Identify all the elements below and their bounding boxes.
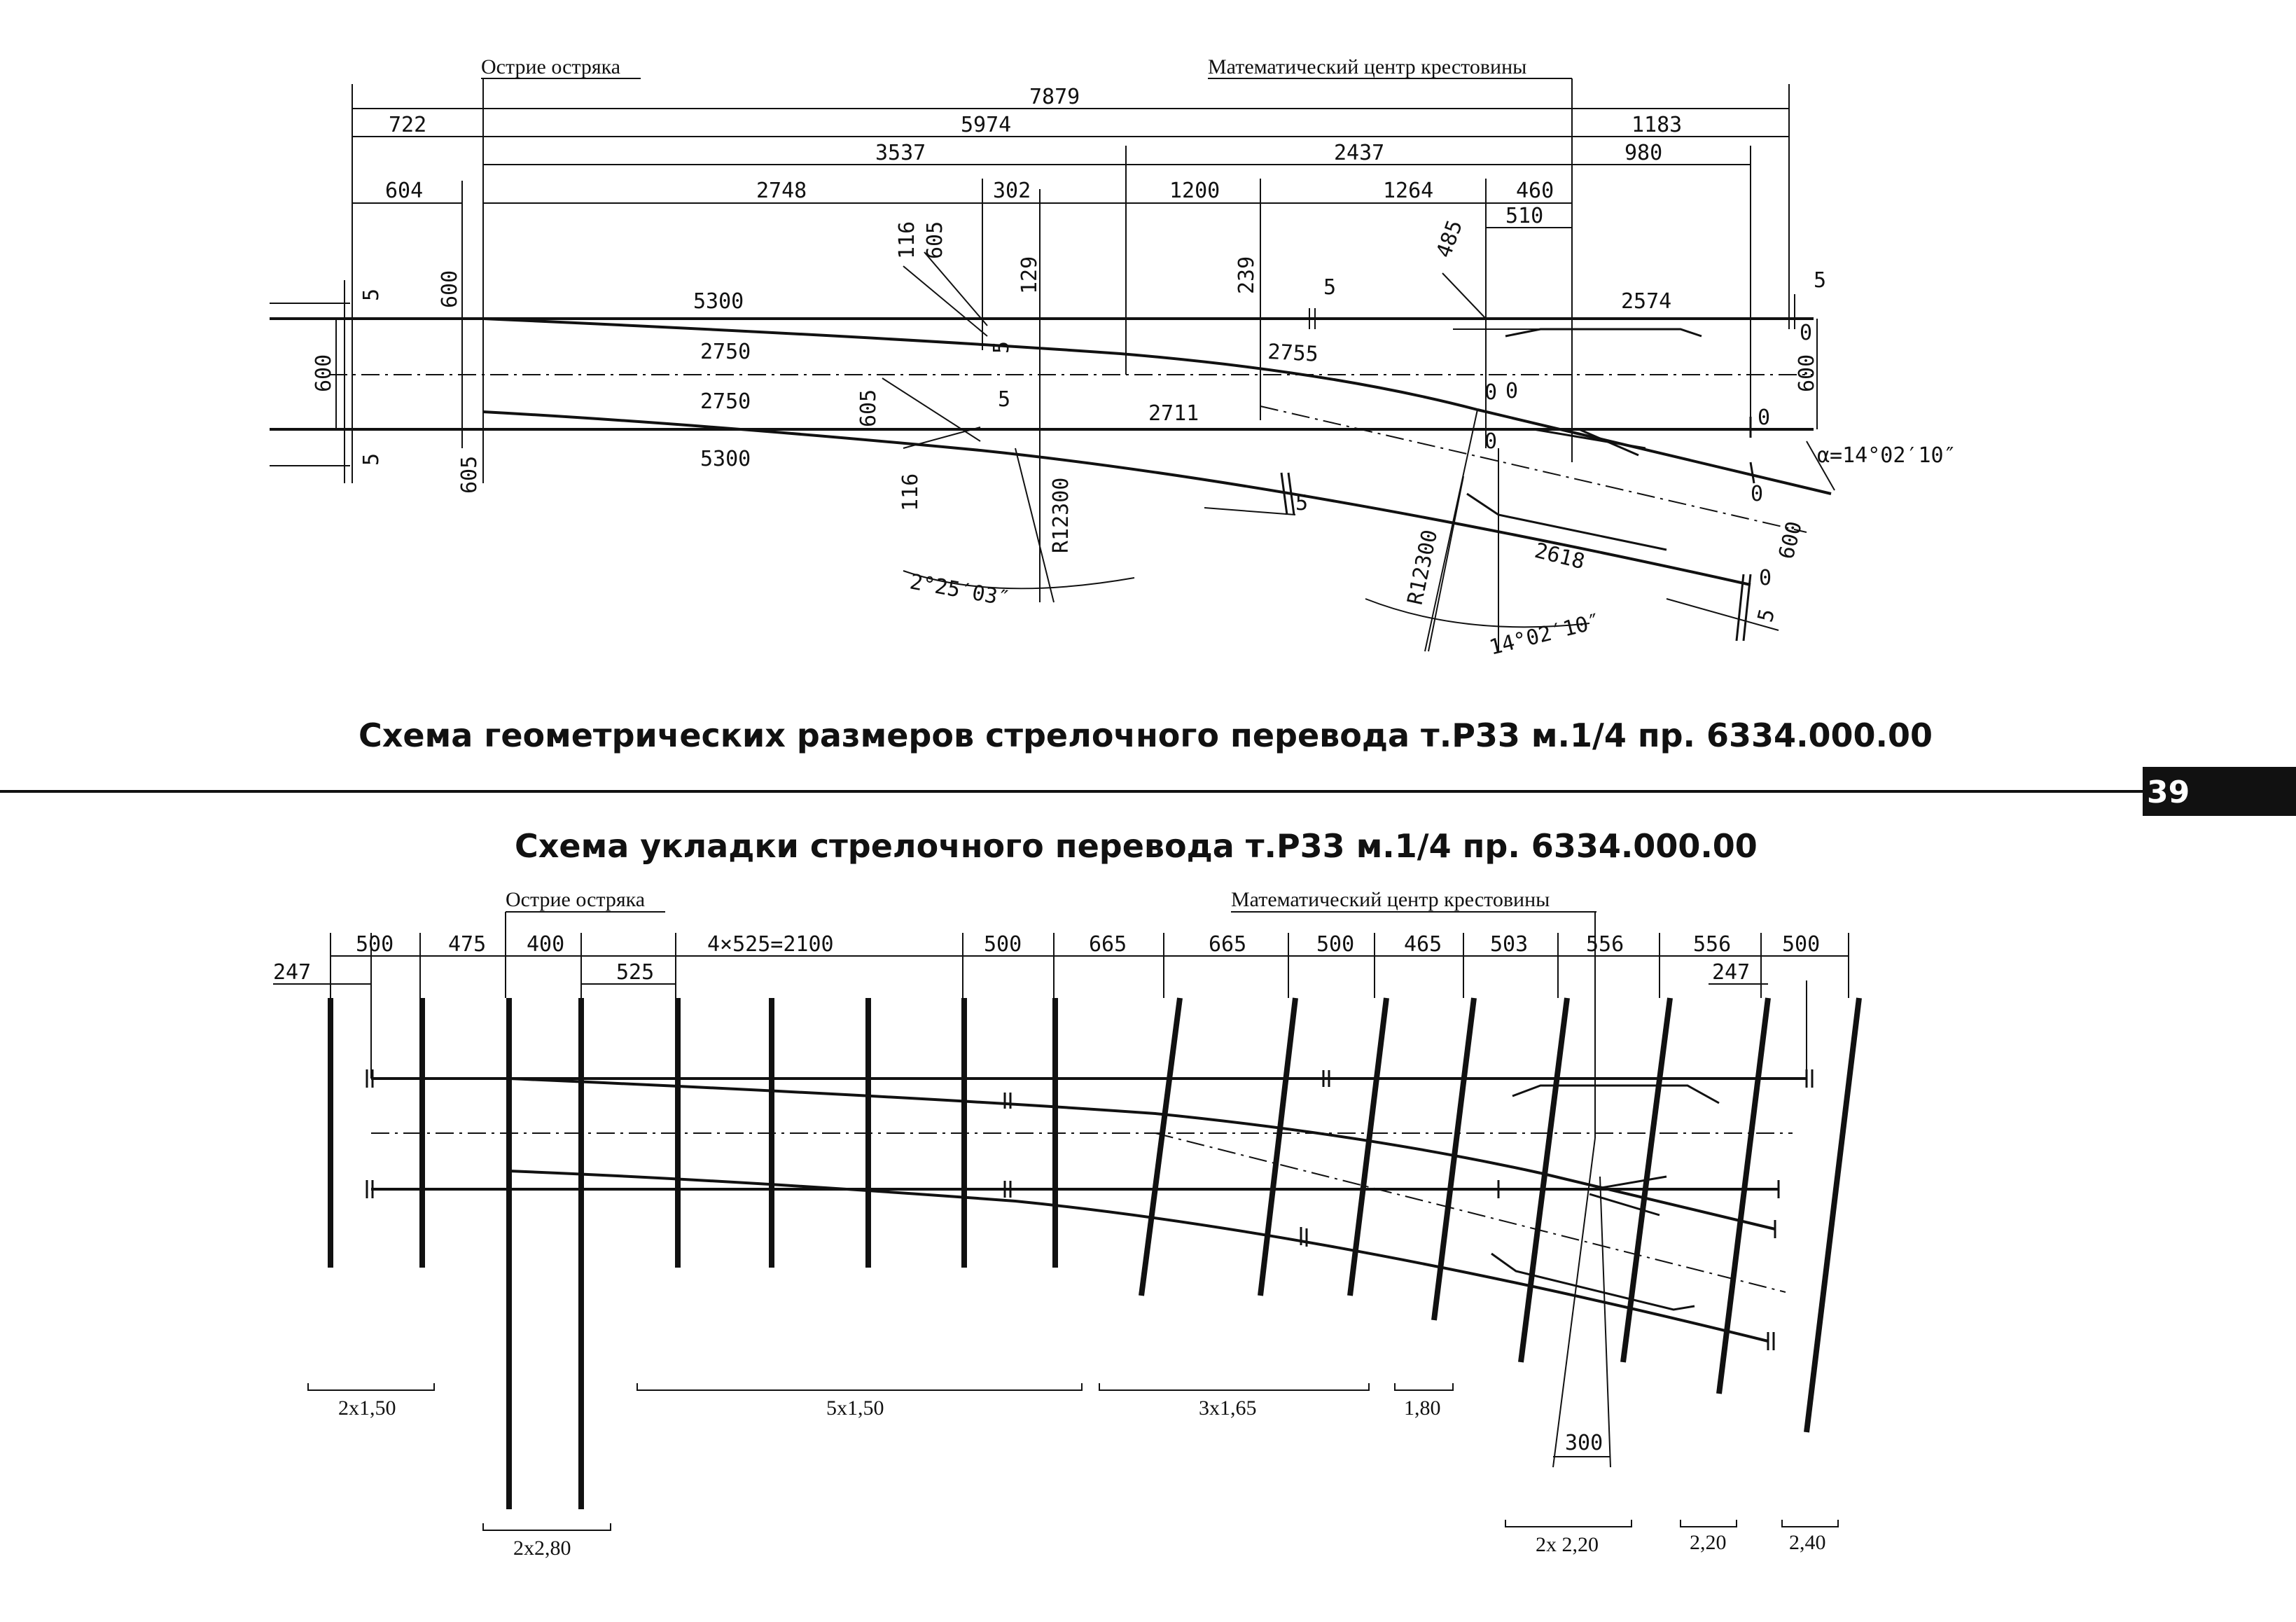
radius-r12300-b: R12300: [1403, 527, 1443, 607]
radius-line: [1015, 448, 1054, 602]
alpha-angle: α=14°02′10″: [1817, 443, 1956, 468]
top-scheme: [270, 55, 1956, 660]
dim-2755: 2755: [1267, 340, 1319, 367]
dim-665-b: 665: [1209, 932, 1247, 957]
tie-group-brace: [308, 1383, 434, 1390]
dim-604: 604: [385, 179, 424, 203]
leader-line: [1442, 273, 1486, 319]
dim-3537: 3537: [875, 141, 926, 165]
dim-5-g: 5: [1753, 606, 1781, 625]
tie-group-2x1-50: 2x1,50: [338, 1396, 396, 1420]
guard-rail-lower: [1467, 494, 1667, 550]
tie-group-1-80: 1,80: [1404, 1396, 1441, 1420]
guard-rail-upper: [1505, 329, 1702, 336]
tie: [1141, 998, 1180, 1296]
joint-mark: [1751, 462, 1754, 483]
tie-group-5x1-50: 5x1,50: [826, 1396, 884, 1420]
tie-group-brace: [1681, 1520, 1737, 1527]
dim-605-mid: 605: [856, 389, 881, 427]
dim-2437: 2437: [1334, 141, 1385, 165]
guard-rail-upper-b: [1512, 1086, 1719, 1103]
tie-group-2-20: 2,20: [1690, 1531, 1727, 1554]
dim-247-left: 247: [273, 960, 312, 985]
bottom-scheme: [273, 888, 1859, 1560]
dim-2750-upper: 2750: [700, 340, 751, 364]
diverging-rail-inner: [1477, 410, 1831, 494]
switch-rail-curved-b: [509, 1079, 1540, 1173]
tie-group-2-40: 2,40: [1789, 1531, 1826, 1554]
dim-600-top: 600: [438, 270, 462, 308]
dim-5-b: 5: [359, 452, 384, 466]
dim-5-d: 5: [998, 387, 1011, 412]
label-math-center-top: Математический центр крестовины: [1208, 55, 1527, 78]
dim-525: 525: [616, 960, 655, 985]
angle-14-02-10: 14°02′10″: [1487, 609, 1603, 660]
dim-5974: 5974: [961, 113, 1012, 137]
tie: [1807, 998, 1859, 1432]
dim-0-d: 0: [1758, 406, 1771, 430]
diverging-axis-b: [1155, 1133, 1786, 1292]
dim-2618: 2618: [1532, 538, 1587, 575]
dim-503: 503: [1490, 932, 1529, 957]
dim-600-diag: 600: [1774, 518, 1807, 562]
center-extension: [1553, 1138, 1595, 1467]
dim-5300-lower: 5300: [700, 447, 751, 471]
dim-605-top: 605: [923, 221, 947, 259]
dim-605-left: 605: [457, 455, 482, 494]
gap-marker: [1204, 508, 1295, 515]
dim-485: 485: [1431, 216, 1468, 261]
dim-556-b: 556: [1693, 932, 1732, 957]
dim-4x525: 4×525=2100: [707, 932, 834, 957]
tie: [1521, 998, 1567, 1362]
leader-line: [882, 378, 980, 441]
leader-line: [924, 252, 987, 326]
dim-5-h: 5: [1295, 491, 1309, 515]
dim-2750-lower: 2750: [700, 389, 751, 414]
dim-600-left: 600: [312, 354, 336, 392]
dim-500-a: 500: [356, 932, 394, 957]
tie-group-brace: [1782, 1520, 1838, 1527]
diverging-rail-inner-b: [1540, 1173, 1775, 1229]
dim-980: 980: [1624, 141, 1663, 165]
ties: [331, 998, 1859, 1509]
tie-group-brace: [637, 1383, 1082, 1390]
tie-group-brace: [483, 1523, 611, 1530]
dim-0-a: 0: [1484, 380, 1498, 405]
dim-1183: 1183: [1631, 113, 1683, 137]
tie-group-2x2-80: 2x2,80: [513, 1537, 571, 1560]
dim-510: 510: [1505, 204, 1544, 228]
tie: [1260, 998, 1295, 1296]
dim-465: 465: [1404, 932, 1442, 957]
bottom-scheme-title: Схема укладки стрелочного перевода т.Р33 м.1/4 пр. 6334.000.00: [515, 827, 1758, 865]
dim-475: 475: [448, 932, 487, 957]
dim-2711: 2711: [1148, 401, 1199, 426]
center-extension: [1600, 1177, 1610, 1467]
radius-r12300-a: R12300: [1049, 477, 1073, 553]
dim-2574: 2574: [1621, 289, 1672, 314]
page-number: 39: [2147, 775, 2190, 810]
dim-300: 300: [1565, 1431, 1603, 1455]
frog-point-b: [1589, 1194, 1660, 1215]
tie-group-brace: [1505, 1520, 1631, 1527]
dim-5-a: 5: [359, 288, 384, 301]
dim-0-c: 0: [1800, 321, 1813, 345]
angle-2-25-03: 2°25′03″: [907, 569, 1012, 611]
dim-0-b: 0: [1484, 429, 1498, 454]
dim-5-c: 5: [989, 340, 1014, 354]
tie-group-3x1-65: 3x1,65: [1199, 1396, 1257, 1420]
joint-mark: [1737, 574, 1744, 641]
dim-2748: 2748: [756, 179, 807, 203]
frog-point: [1579, 429, 1638, 455]
diverging-rail-outer-b: [509, 1171, 1768, 1341]
top-scheme-title: Схема геометрических размеров стрелочного перевода т.Р33 м.1/4 пр. 6334.000.00: [359, 716, 1933, 754]
dim-116-bottom: 116: [898, 473, 923, 511]
tie-group-2x2-20: 2x 2,20: [1536, 1533, 1599, 1556]
dim-247-right: 247: [1712, 960, 1751, 985]
dim-500-c: 500: [1316, 932, 1355, 957]
dim-0-e: 0: [1751, 482, 1764, 506]
dim-0-g: 0: [1505, 379, 1519, 403]
wing-rail: [1533, 429, 1646, 448]
dim-129: 129: [1017, 256, 1042, 294]
wing-rail-b: [1593, 1177, 1667, 1189]
tie-group-brace: [1099, 1383, 1369, 1390]
dim-400: 400: [527, 932, 565, 957]
label-switch-point-top: Острие остряка: [481, 55, 621, 78]
dim-0-f: 0: [1759, 566, 1772, 590]
label-math-center-bottom: Математический центр крестовины: [1231, 888, 1550, 911]
dim-5-e: 5: [1323, 275, 1337, 300]
dim-239: 239: [1234, 256, 1259, 294]
tie-group-brace: [1395, 1383, 1453, 1390]
dim-722: 722: [389, 113, 427, 137]
label-switch-point-bottom: Острие остряка: [506, 888, 646, 911]
dim-460: 460: [1516, 179, 1554, 203]
dim-500-d: 500: [1782, 932, 1821, 957]
dim-600-right: 600: [1795, 354, 1819, 392]
dim-5300-upper: 5300: [693, 289, 744, 314]
dim-302: 302: [993, 179, 1031, 203]
dim-500-b: 500: [984, 932, 1022, 957]
dim-7879: 7879: [1029, 85, 1080, 109]
dim-116-top: 116: [895, 221, 919, 259]
dim-556-a: 556: [1586, 932, 1624, 957]
switch-rail-curved: [483, 319, 1477, 410]
dim-665-a: 665: [1089, 932, 1127, 957]
dim-5-f: 5: [1814, 268, 1827, 293]
dim-1200: 1200: [1169, 179, 1220, 203]
dim-1264: 1264: [1383, 179, 1434, 203]
